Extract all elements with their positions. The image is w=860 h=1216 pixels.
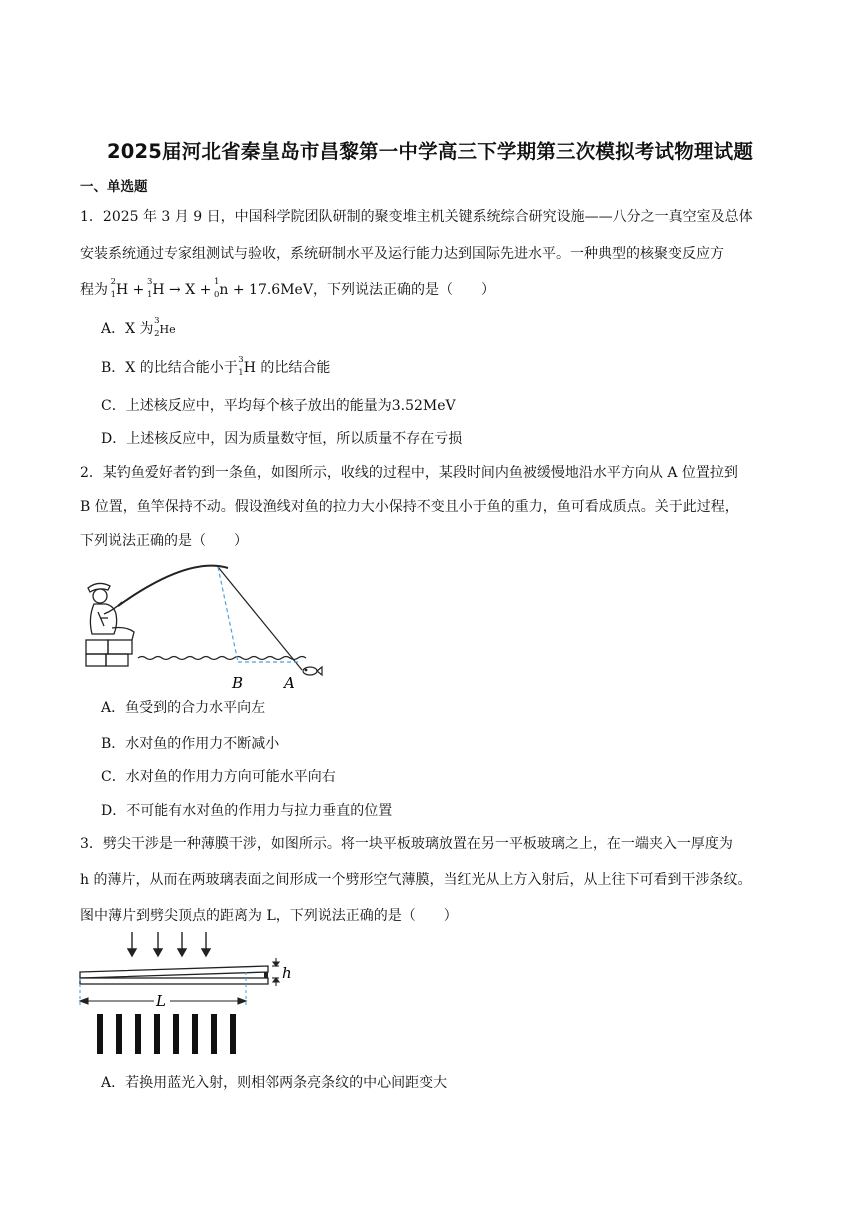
q2-option-a: A．鱼受到的合力水平向左 xyxy=(101,700,266,716)
incident-light-arrows xyxy=(128,932,210,956)
q3-stem-line-3: 图中薄片到劈尖顶点的距离为 L，下列说法正确的是（ ） xyxy=(80,908,458,924)
q2-option-c: C．水对鱼的作用力方向可能水平向右 xyxy=(101,769,336,785)
water-surface xyxy=(138,657,306,660)
q1-option-b: B．X 的比结合能小于 3 1 H 的比结合能 xyxy=(101,355,331,378)
dock-block-2 xyxy=(108,640,132,654)
h-dimension xyxy=(272,958,279,986)
fish-icon xyxy=(303,667,322,675)
q1-stem-line-1: 1．2025 年 3 月 9 日，中国科学院团队研制的聚变堆主机关键系统综合研究设施——八分之一真空室及总体 xyxy=(80,209,753,225)
upper-glass-plate xyxy=(80,966,268,978)
q1-stem-line-3 xyxy=(80,279,780,299)
q1-option-d: D．上述核反应中，因为质量数守恒，所以质量不存在亏损 xyxy=(101,431,463,447)
q1-stem-suffix: ，下列说法正确的是（ ） xyxy=(312,282,495,298)
q2-option-b: B．水对鱼的作用力不断减小 xyxy=(101,736,280,752)
dashed-line-to-b xyxy=(218,567,238,662)
lower-glass-plate xyxy=(80,978,268,984)
page-title: 2025届河北省秦皇岛市昌黎第一中学高三下学期第三次模拟考试物理试题 xyxy=(106,140,754,163)
dock-block-3 xyxy=(86,654,106,666)
q2-stem-line-3: 下列说法正确的是（ ） xyxy=(80,533,248,549)
label-h: h xyxy=(282,964,292,982)
q1-option-c: C．上述核反应中，平均每个核子放出的能量为3.52MeV xyxy=(101,398,456,414)
fishing-figure xyxy=(78,562,328,692)
label-b: B xyxy=(232,674,244,692)
q1-option-a: A．X 为 3 2 He xyxy=(101,316,176,339)
q2-stem-line-1: 2．某钓鱼爱好者钓到一条鱼，如图所示，收线的过程中，某段时间内鱼被缓慢地沿水平方向从 A 位置拉到 xyxy=(80,465,738,481)
q1-equation: 2 1 H + 3 1 H → X + 1 0 n + 17.6MeV xyxy=(110,277,313,300)
dock-block-4 xyxy=(106,654,128,666)
q2-stem-line-2: B 位置，鱼竿保持不动。假设渔线对鱼的拉力大小保持不变且小于鱼的重力，鱼可看成质点。关于此过程， xyxy=(80,499,739,515)
label-a: A xyxy=(284,674,295,692)
fishing-line xyxy=(218,567,302,670)
q1-stem-prefix: 程为 xyxy=(80,282,108,298)
section-heading: 一、单选题 xyxy=(80,179,148,195)
wedge-interference-figure xyxy=(76,928,306,1058)
label-l: L xyxy=(156,992,166,1010)
interference-fringes xyxy=(97,1014,236,1054)
q3-stem-line-1: 3．劈尖干涉是一种薄膜干涉，如图所示。将一块平板玻璃放置在另一平板玻璃之上，在一端夹入一厚度为 xyxy=(80,836,733,852)
q3-option-a: A．若换用蓝光入射，则相邻两条亮条纹的中心间距变大 xyxy=(101,1075,448,1091)
thin-sheet xyxy=(264,972,268,978)
q3-stem-line-2: h 的薄片，从而在两玻璃表面之间形成一个劈形空气薄膜，当红光从上方入射后，从上往下可看到干涉条纹。 xyxy=(80,872,752,888)
q2-option-d: D．不可能有水对鱼的作用力与拉力垂直的位置 xyxy=(101,803,393,819)
fisherman-figure xyxy=(88,583,134,640)
q1-stem-line-2: 安装系统通过专家组测试与验收，系统研制水平及运行能力达到国际先进水平。一种典型的核聚变反应方 xyxy=(80,246,724,262)
fishing-rod xyxy=(118,566,228,606)
dock-block-1 xyxy=(86,640,108,654)
